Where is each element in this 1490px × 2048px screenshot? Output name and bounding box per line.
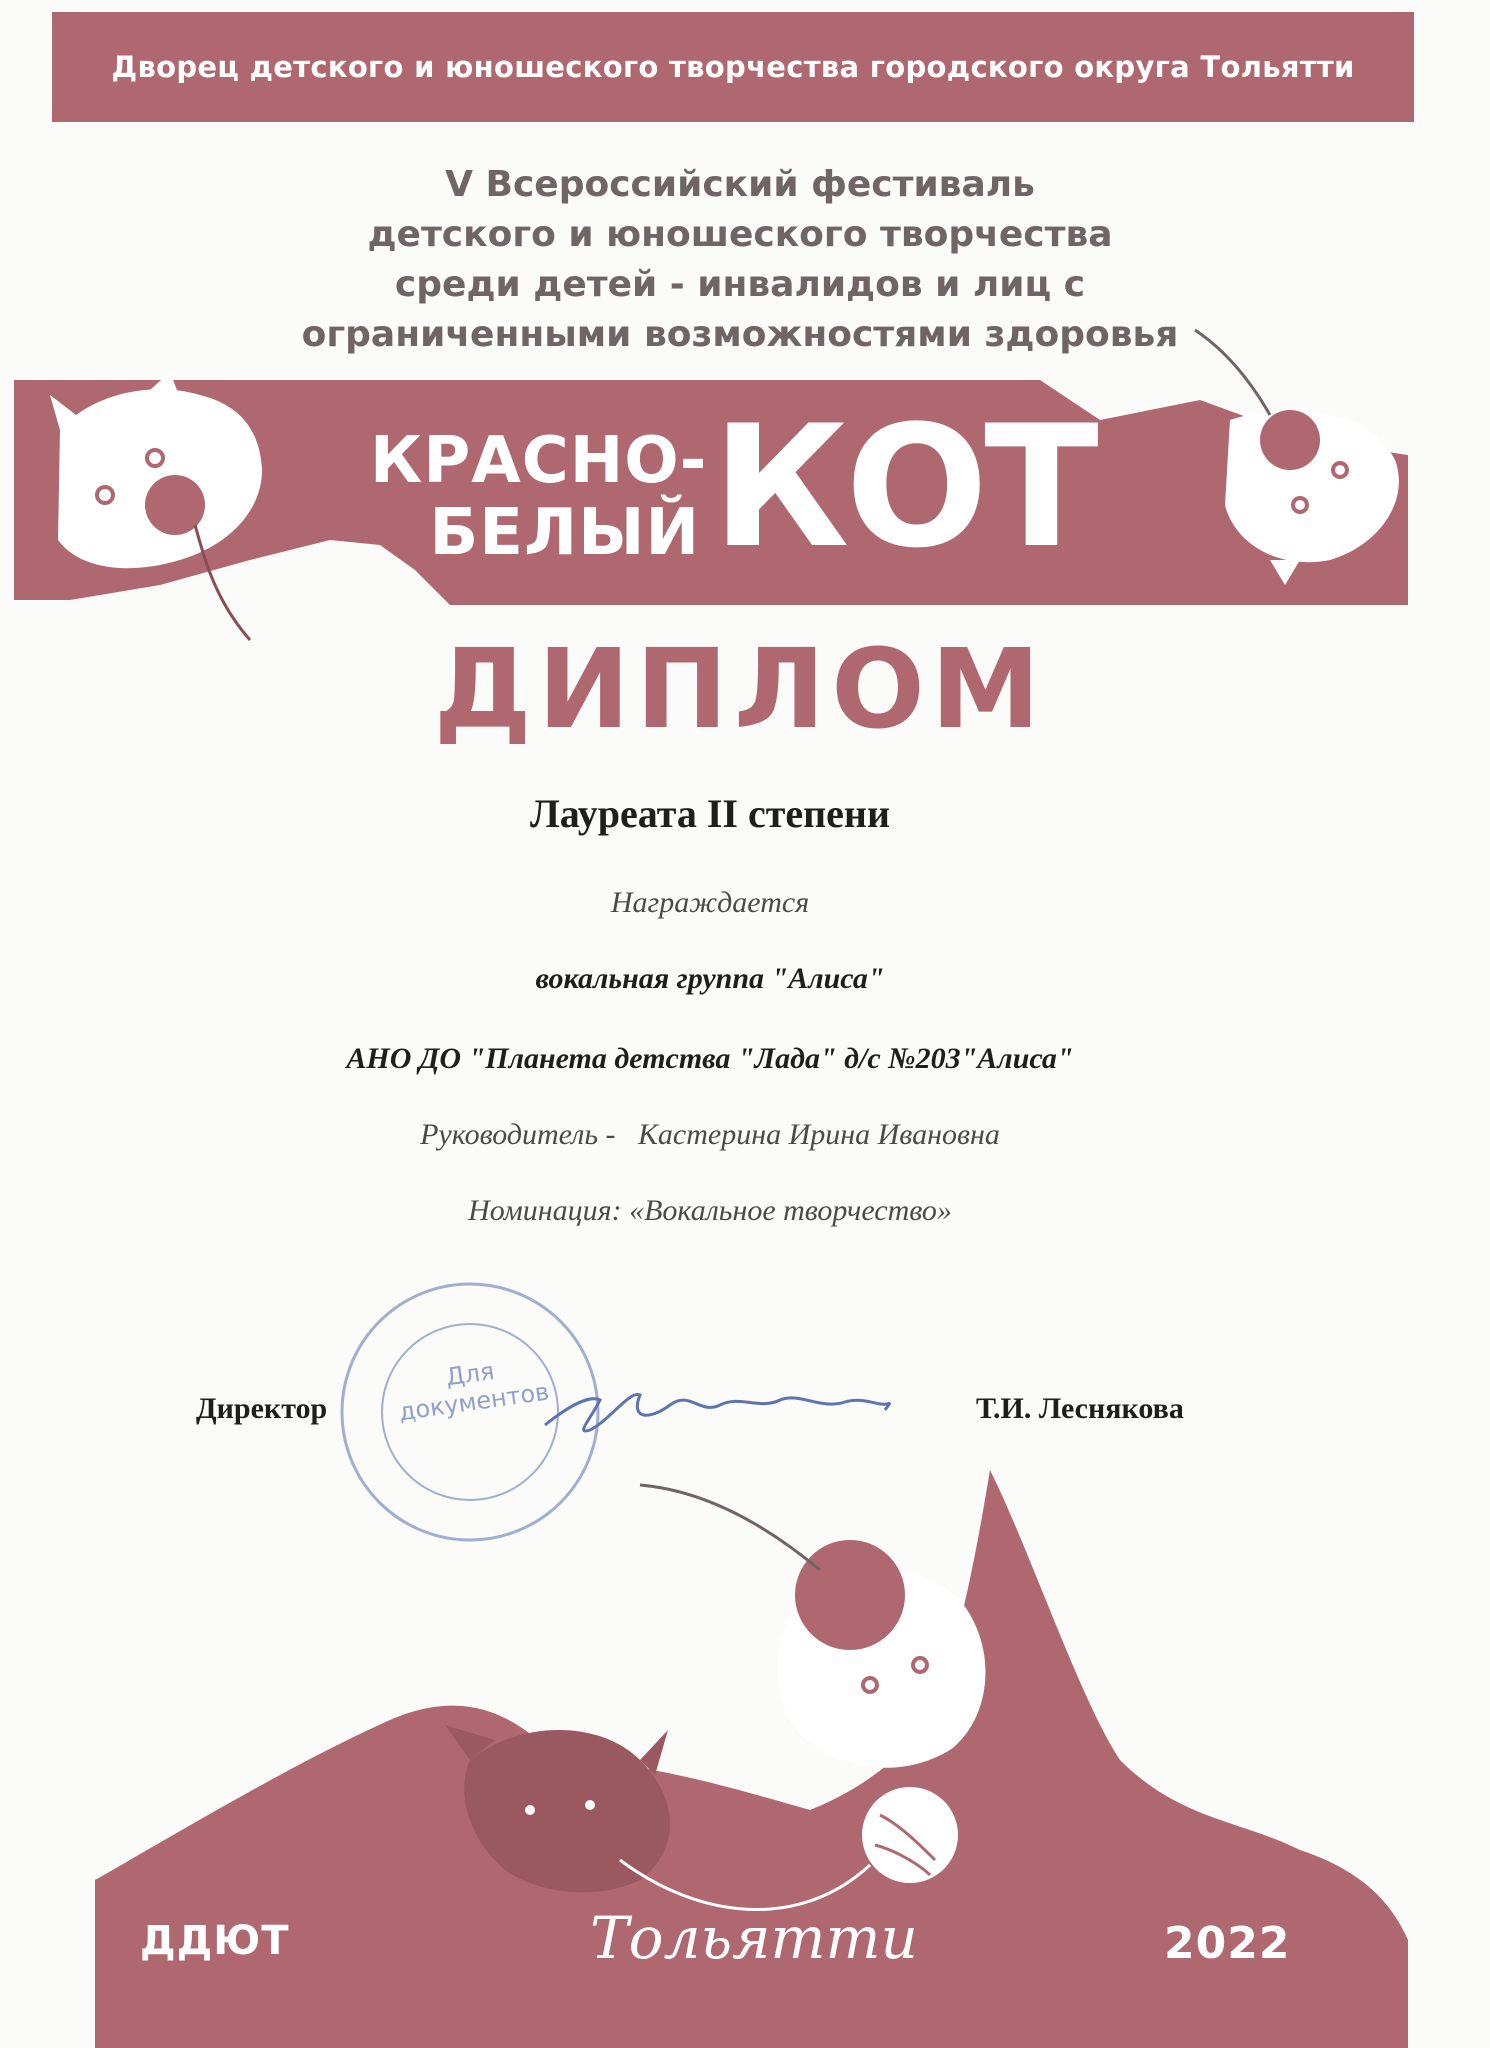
logo-line-2: БЕЛЫЙ bbox=[429, 496, 700, 570]
nomination-line: Номинация: «Вокальное творчество» bbox=[468, 1194, 952, 1227]
footer-ddyut: ДДЮТ bbox=[140, 1918, 290, 1964]
left-cat-illustration bbox=[50, 372, 262, 640]
director-name: Т.И. Леснякова bbox=[976, 1392, 1184, 1425]
festival-logo-text bbox=[370, 424, 708, 570]
laureate-degree: Лауреата II степени bbox=[529, 791, 891, 836]
playing-cat-illustration bbox=[640, 1485, 985, 1768]
footer-city-logo: Тольятти bbox=[590, 1904, 918, 1972]
logo-line-1: КРАСНО- bbox=[370, 424, 708, 498]
header-organization: Дворец детского и юношеского творчества городского округа Тольятти bbox=[111, 50, 1355, 84]
leader-line: Руководитель - Кастерина Ирина Ивановна bbox=[420, 1118, 1000, 1151]
festival-line-4: ограниченными возможностями здоровья bbox=[301, 314, 1179, 355]
awarded-label: Награждается bbox=[610, 886, 810, 919]
diploma-title: ДИПЛОМ bbox=[433, 625, 1047, 753]
logo-kot-word: КОТ bbox=[712, 389, 1095, 585]
festival-line-1: V Всероссийский фестиваль bbox=[445, 164, 1035, 205]
director-label: Директор bbox=[196, 1392, 328, 1425]
recipient-name: вокальная группа "Алиса" bbox=[535, 962, 885, 995]
stamp-inner-text: Для документов bbox=[397, 1356, 551, 1427]
recipient-organization: АНО ДО "Планета детства "Лада" д/с №203"Алиса" bbox=[346, 1042, 1074, 1075]
festival-line-3: среди детей - инвалидов и лиц с bbox=[394, 264, 1086, 305]
festival-line-2: детского и юношеского творчества bbox=[367, 214, 1113, 255]
footer-year: 2022 bbox=[1164, 1918, 1291, 1969]
